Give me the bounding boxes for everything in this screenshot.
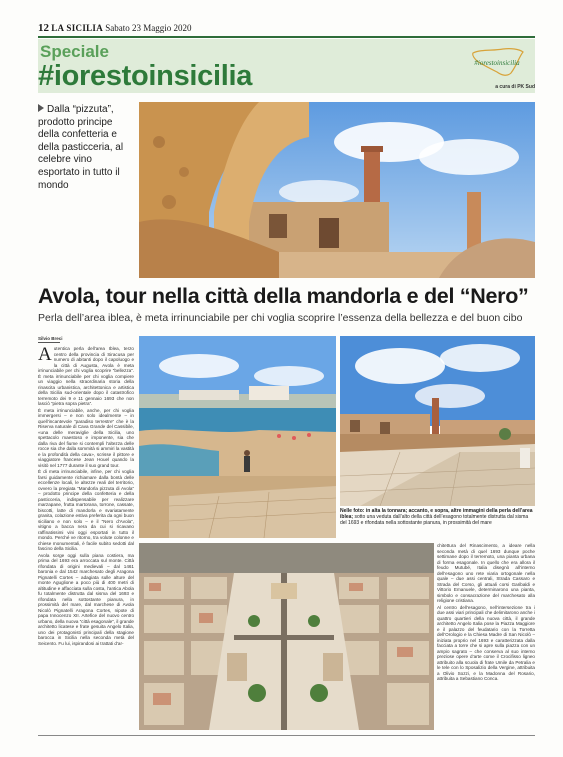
paragraph: È di meta irrinunciabile, infine, per chi voglia farsi guidamente richiamare dalla bontà delle eccellenze locali, le altezze reali del territorio, ovvero la pregiata “Mandorla pizzuta di Avola” – prodotto principe della confetteria e della pasticceria, indispensabile per realizzare marzapane, frutta martorana, torrone, cassate, biscotti, latte di mandorla e svariatamente granita, colazione estiva preferita da ogni buon siciliano e non solo – e il “Nero d’Avola”, vitigno a bacca nera da cui si ricavano raffinatissimi vini oggi esportati in tutto il mondo. Perché ve ritorno, tra volute colonne e chiese monumentali, è facile subito sedotti dal fascino della Sicilia.	[38, 469, 134, 551]
logo-text: #iorestoinsicilia	[474, 59, 520, 67]
article-column-1	[38, 346, 134, 730]
photo-aerial-town	[139, 543, 434, 730]
masthead	[38, 22, 535, 36]
section-hashtag: #iorestoinsicilia	[38, 60, 253, 92]
sicily-map-logo-icon	[467, 43, 527, 83]
paragraph: Al centro dell’esagono, nell’intersezione tra i due assi viari principali che delimitarono anche i quattro quartieri della nuova città, il grande architetto Angelo Italia pose la Piazza Maggiore e il palazzo del feudatario con la Torretta dell’Orologio e la Chiesa Madre di San Nicolò – iniziata proprio nel 1693 e caratterizzata dalla facciata a torre che si apre sulla piazza con un ampio sagrato – che conserva al suo interno preziose opere d’arte come il Crocifisso ligneo attribuito alla scuola di frate Umile da Petralia e le tele con lo Sposalizio della Vergine, attribuita a Olivio Sozzi, e la Madonna del Rosario, attribuita a Sebastiano Conca.	[437, 604, 535, 681]
newspaper-name: LA SICILIA	[51, 23, 104, 33]
photo-caption	[340, 508, 535, 526]
paragraph-text: utentica perla dell’area Iblea, terzo centro della provincia di Siracusa per numero di abitanti dopo il capoluogo e la città di Augusta, Avola è meta irrinunciabile per chi voglia scoprire “bellezza”. È meta irrinunciabile per chi voglia compiere un viaggio nella straordinaria storia della rinascita urbanistica, architettonica e artistica della Sicilia sud-orientale dopo il catastrofico terremoto dei 9 e 11 gennaio 1693 che non lasciò “pietra sopra pietra”.	[38, 346, 134, 406]
triangle-bullet-icon	[38, 104, 44, 112]
section-kicker: Speciale	[40, 42, 109, 61]
section-banner	[38, 39, 535, 93]
paragraph: chitettura del Rinascimento, a ideare nella seconda metà di quel 1693 dunque poche settimane dopo il terremoto, una pianta urbana di forma esagonale. In quello che era allora il feudo Mutubé, Italia disegnò all’interno dell’esagono uno rete viaria ortogonale nella quale – due assi centrali, Strada Cassaro e Strada del Corso, gli attuali corsi Garibaldi e Vittorio Emanuele, determinarono una pianta, simbolo e consacrazione del marchesato alla religione cristiana.	[437, 543, 535, 603]
issue-date: Sabato 23 Maggio 2020	[105, 23, 192, 33]
hero-photo-tonnara	[139, 102, 535, 278]
paragraph: È meta irrinunciabile, anche, per chi voglia immergersi – e non solo idealmente – in quell’incantevole “paradiso terrestre” che è la Riserva naturale di Cava Grande del Cassibile, «una delle meraviglie della Sicilia, uno spettacolo maestoso e imponente, sia che dalla riva del fiume si contempli l’altezza delle rocce sia che dalla sommità si ammiri la vastità e la profondità della cava», scrisse il pittore e viaggiatore francese Jean Houel quando la visitò nel 1777 durante il suo grand tour.	[38, 407, 134, 468]
photo-beach-bay	[139, 336, 336, 538]
photo-tonnara-complex	[340, 336, 535, 506]
paragraph: Avola sorge oggi sulla piana costiera, ma prima del 1693 era arroccata sul monte. Città rifondata di origini medievali – dal 1461 baronia e dal 1542 marchesato degli Aragona Pignatelli Cortes – adagiata sulle alture del monte Aguglione a poco più di 400 metri di altitudine e affacciata sulla costa, l’antica Abola fu totalmente distrutta dal sisma del 1693 e rifondata nella sottostante pianura, in prossimità del mare, dal marchese di Avola Nicolò Pignatelli Aragona Cortes, nipote di papa Innocenzo XII. Artefice del nuovo centro urbano, della nuova “città esagonale”, il grande architetto licatese e frate gesuita Angelo Italia, uno dei protagonisti principali della stagione barocca in Sicilia nella seconda metà del Seicento. Fu lui, ispirandosi ai trattati d’ar-	[38, 552, 134, 646]
dropcap: A	[38, 346, 52, 365]
caption-text: sotto una veduta dall’alto della città dell’esagono totalmente distrutta dal sisma del 1693 e rifondata nella sottostante pianura, in prossimità del mare	[340, 514, 529, 526]
article-headline: Avola, tour nella città della mandorla e del “Nero”	[38, 284, 529, 308]
top-rule	[38, 36, 535, 38]
paragraph	[38, 346, 134, 407]
footer-rule	[38, 735, 535, 736]
curated-by: a cura di PK Sud	[495, 84, 535, 90]
byline: Silvio Breci	[38, 336, 63, 341]
article-column-3	[437, 543, 535, 730]
intro-text: Dalla “pizzuta”, prodotto principe della confetteria e della pasticceria, al celebre vino esportato in tutto il mondo	[38, 104, 124, 191]
intro-blurb	[38, 104, 136, 192]
byline-rule	[38, 342, 60, 343]
page-number: 12	[38, 22, 49, 34]
article-subhead: Perla dell’area iblea, è meta irrinunciabile per chi voglia scoprire l’essenza della bellezza e del buon cibo	[38, 312, 523, 324]
caption-bold: Nelle foto: in alta la tonnara; accanto, e sopra, altre immagini della perla dell’area iblea;	[340, 508, 533, 520]
